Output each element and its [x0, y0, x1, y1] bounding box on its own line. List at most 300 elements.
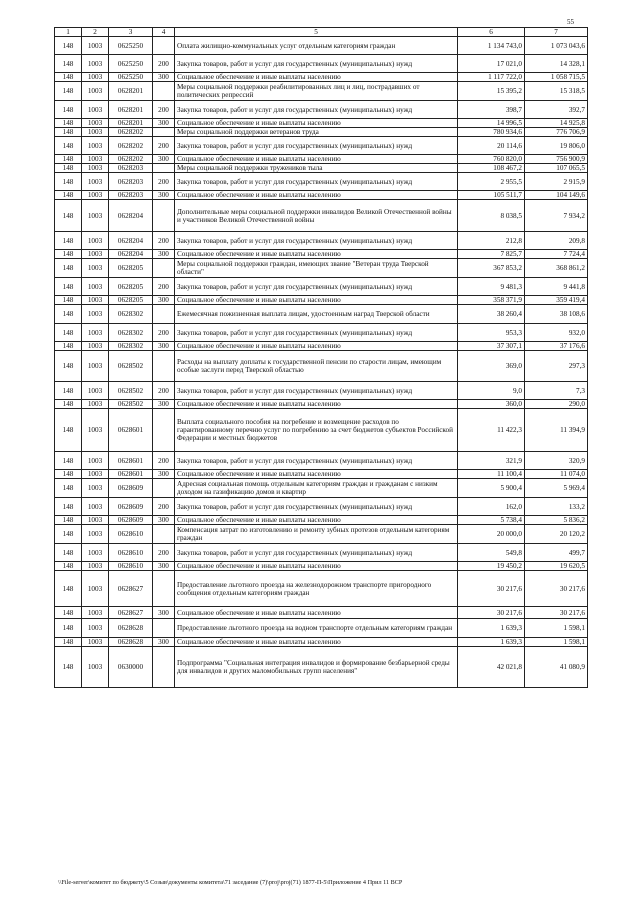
table-row	[55, 305, 588, 324]
target-article-code: 0628610	[109, 562, 153, 571]
expense-name: Адресная социальная помощь отдельным категориям граждан и гражданам с низким доходом на газификацию домов и квартир	[175, 479, 458, 498]
expense-type-code: 200	[153, 382, 175, 400]
target-article-code: 0628627	[109, 607, 153, 619]
expense-type-code: 300	[153, 562, 175, 571]
amount-actual: 7 934,2	[525, 200, 588, 232]
ministry-code: 148	[55, 607, 82, 619]
amount-actual: 776 706,9	[525, 128, 588, 137]
table-row	[55, 296, 588, 305]
ministry-code: 148	[55, 164, 82, 173]
ministry-code: 148	[55, 498, 82, 516]
col-header-7: 7	[525, 28, 588, 37]
amount-actual: 38 108,6	[525, 305, 588, 324]
col-header-6: 6	[458, 28, 525, 37]
expense-name: Подпрограмма "Социальная интеграция инвалидов и формирование безбарьерной среды для инвалидов и других маломобильных групп населения"	[175, 647, 458, 688]
amount-plan: 1 134 743,0	[458, 37, 525, 55]
expense-type-code	[153, 305, 175, 324]
ministry-code: 148	[55, 232, 82, 250]
ministry-code: 148	[55, 82, 82, 101]
target-article-code: 0628610	[109, 525, 153, 544]
target-article-code: 0628202	[109, 137, 153, 155]
amount-actual: 133,2	[525, 498, 588, 516]
ministry-code: 148	[55, 351, 82, 382]
expense-name: Меры социальной поддержки реабилитированных лиц и лиц, пострадавших от политических репрессий	[175, 82, 458, 101]
section-code: 1003	[82, 400, 109, 409]
ministry-code: 148	[55, 382, 82, 400]
expense-type-code: 300	[153, 400, 175, 409]
table-row	[55, 351, 588, 382]
ministry-code: 148	[55, 324, 82, 342]
ministry-code: 148	[55, 173, 82, 191]
ministry-code: 148	[55, 305, 82, 324]
section-code: 1003	[82, 342, 109, 351]
expense-type-code: 300	[153, 73, 175, 82]
amount-actual: 11 394,9	[525, 409, 588, 452]
expense-name: Социальное обеспечение и иные выплаты населению	[175, 296, 458, 305]
expense-type-code: 300	[153, 470, 175, 479]
table-row	[55, 259, 588, 278]
target-article-code: 0628203	[109, 164, 153, 173]
expense-name: Закупка товаров, работ и услуг для государственных (муниципальных) нужд	[175, 173, 458, 191]
expense-type-code	[153, 128, 175, 137]
table-row	[55, 409, 588, 452]
section-code: 1003	[82, 191, 109, 200]
ministry-code: 148	[55, 562, 82, 571]
section-code: 1003	[82, 232, 109, 250]
target-article-code: 0630000	[109, 647, 153, 688]
target-article-code: 0628609	[109, 516, 153, 525]
amount-actual: 1 073 043,6	[525, 37, 588, 55]
col-header-5: 5	[175, 28, 458, 37]
section-code: 1003	[82, 155, 109, 164]
target-article-code: 0628628	[109, 619, 153, 638]
table-row	[55, 516, 588, 525]
expense-type-code: 300	[153, 191, 175, 200]
table-row	[55, 232, 588, 250]
table-body	[55, 37, 588, 688]
section-code: 1003	[82, 324, 109, 342]
section-code: 1003	[82, 619, 109, 638]
expense-name: Закупка товаров, работ и услуг для государственных (муниципальных) нужд	[175, 452, 458, 470]
amount-actual: 104 149,6	[525, 191, 588, 200]
target-article-code: 0628201	[109, 119, 153, 128]
table-row	[55, 101, 588, 119]
ministry-code: 148	[55, 128, 82, 137]
amount-actual: 9 441,8	[525, 278, 588, 296]
expense-type-code: 200	[153, 173, 175, 191]
target-article-code: 0628601	[109, 452, 153, 470]
amount-plan: 760 820,0	[458, 155, 525, 164]
amount-plan: 38 260,4	[458, 305, 525, 324]
expense-type-code: 300	[153, 638, 175, 647]
target-article-code: 0628609	[109, 479, 153, 498]
section-code: 1003	[82, 562, 109, 571]
expense-name: Социальное обеспечение и иные выплаты населению	[175, 638, 458, 647]
expense-name: Социальное обеспечение и иные выплаты населению	[175, 191, 458, 200]
ministry-code: 148	[55, 525, 82, 544]
amount-actual: 368 861,2	[525, 259, 588, 278]
expense-name: Меры социальной поддержки граждан, имеющих звание "Ветеран труда Тверской области"	[175, 259, 458, 278]
expense-type-code	[153, 82, 175, 101]
amount-plan: 8 038,5	[458, 200, 525, 232]
amount-actual: 15 318,5	[525, 82, 588, 101]
section-code: 1003	[82, 516, 109, 525]
section-code: 1003	[82, 101, 109, 119]
section-code: 1003	[82, 200, 109, 232]
section-code: 1003	[82, 470, 109, 479]
section-code: 1003	[82, 137, 109, 155]
target-article-code: 0628502	[109, 400, 153, 409]
target-article-code: 0628610	[109, 544, 153, 562]
expense-type-code	[153, 164, 175, 173]
target-article-code: 0628628	[109, 638, 153, 647]
expense-name: Закупка товаров, работ и услуг для государственных (муниципальных) нужд	[175, 101, 458, 119]
table-row	[55, 498, 588, 516]
section-code: 1003	[82, 296, 109, 305]
section-code: 1003	[82, 525, 109, 544]
amount-actual: 11 074,0	[525, 470, 588, 479]
amount-actual: 1 058 715,5	[525, 73, 588, 82]
target-article-code: 0628627	[109, 571, 153, 607]
expense-name: Социальное обеспечение и иные выплаты населению	[175, 400, 458, 409]
col-header-4: 4	[153, 28, 175, 37]
expense-type-code: 200	[153, 55, 175, 73]
file-path-footer: \\File-server\комитет по бюджету\5 Созыв\документы комитета\71 заседание (7)\proj\proj(71) 1877-П-5\Приложение 4 Прил 11 ВСР	[58, 879, 403, 886]
ministry-code: 148	[55, 516, 82, 525]
target-article-code: 0628203	[109, 173, 153, 191]
table-row	[55, 55, 588, 73]
expense-type-code	[153, 619, 175, 638]
expense-type-code: 200	[153, 137, 175, 155]
target-article-code: 0628205	[109, 259, 153, 278]
amount-plan: 5 900,4	[458, 479, 525, 498]
amount-actual: 30 217,6	[525, 571, 588, 607]
expense-name: Социальное обеспечение и иные выплаты населению	[175, 250, 458, 259]
table-row	[55, 173, 588, 191]
amount-plan: 30 217,6	[458, 571, 525, 607]
section-code: 1003	[82, 479, 109, 498]
target-article-code: 0628601	[109, 470, 153, 479]
ministry-code: 148	[55, 250, 82, 259]
expense-type-code	[153, 479, 175, 498]
ministry-code: 148	[55, 278, 82, 296]
target-article-code: 0625250	[109, 73, 153, 82]
amount-actual: 7,3	[525, 382, 588, 400]
expense-name: Социальное обеспечение и иные выплаты населению	[175, 73, 458, 82]
amount-actual: 30 217,6	[525, 607, 588, 619]
expense-type-code	[153, 37, 175, 55]
amount-actual: 19 620,5	[525, 562, 588, 571]
expense-name: Закупка товаров, работ и услуг для государственных (муниципальных) нужд	[175, 55, 458, 73]
amount-plan: 1 639,3	[458, 638, 525, 647]
amount-actual: 290,0	[525, 400, 588, 409]
table-row	[55, 571, 588, 607]
amount-actual: 37 176,6	[525, 342, 588, 351]
table-row	[55, 191, 588, 200]
amount-actual: 19 806,0	[525, 137, 588, 155]
expense-name: Дополнительные меры социальной поддержки инвалидов Великой Отечественной войны и участников Великой Отечественной войны	[175, 200, 458, 232]
target-article-code: 0628202	[109, 128, 153, 137]
table-row	[55, 470, 588, 479]
section-code: 1003	[82, 173, 109, 191]
section-code: 1003	[82, 452, 109, 470]
amount-actual: 5 969,4	[525, 479, 588, 498]
target-article-code: 0628302	[109, 342, 153, 351]
expense-name: Социальное обеспечение и иные выплаты населению	[175, 607, 458, 619]
amount-plan: 780 934,6	[458, 128, 525, 137]
expense-type-code: 200	[153, 232, 175, 250]
expense-type-code	[153, 571, 175, 607]
table-row	[55, 73, 588, 82]
section-code: 1003	[82, 607, 109, 619]
section-code: 1003	[82, 498, 109, 516]
amount-plan: 42 021,8	[458, 647, 525, 688]
amount-actual: 41 080,9	[525, 647, 588, 688]
section-code: 1003	[82, 305, 109, 324]
amount-plan: 953,3	[458, 324, 525, 342]
amount-plan: 17 021,0	[458, 55, 525, 73]
amount-actual: 14 328,1	[525, 55, 588, 73]
amount-plan: 2 955,5	[458, 173, 525, 191]
amount-plan: 212,8	[458, 232, 525, 250]
expense-name: Закупка товаров, работ и услуг для государственных (муниципальных) нужд	[175, 232, 458, 250]
amount-actual: 320,9	[525, 452, 588, 470]
amount-actual: 209,8	[525, 232, 588, 250]
section-code: 1003	[82, 544, 109, 562]
ministry-code: 148	[55, 452, 82, 470]
amount-actual: 297,3	[525, 351, 588, 382]
target-article-code: 0628502	[109, 351, 153, 382]
expense-type-code: 200	[153, 278, 175, 296]
table-row	[55, 525, 588, 544]
table-row	[55, 342, 588, 351]
expense-name: Расходы на выплату доплаты к государственной пенсии по старости лицам, имеющим особые заслуги перед Тверской областью	[175, 351, 458, 382]
target-article-code: 0628204	[109, 200, 153, 232]
expense-name: Ежемесячная пожизненная выплата лицам, удостоенным наград Тверской области	[175, 305, 458, 324]
expense-type-code	[153, 200, 175, 232]
budget-table	[54, 27, 588, 688]
amount-plan: 14 996,5	[458, 119, 525, 128]
expense-name: Социальное обеспечение и иные выплаты населению	[175, 155, 458, 164]
amount-plan: 15 395,2	[458, 82, 525, 101]
target-article-code: 0628202	[109, 155, 153, 164]
ministry-code: 148	[55, 73, 82, 82]
section-code: 1003	[82, 250, 109, 259]
expense-name: Выплата социального пособия на погребение и возмещение расходов по гарантированному перечню услуг по погребению за счет бюджетов субъектов Российской Федерации и местных бюджетов	[175, 409, 458, 452]
col-header-2: 2	[82, 28, 109, 37]
expense-name: Закупка товаров, работ и услуг для государственных (муниципальных) нужд	[175, 278, 458, 296]
amount-plan: 7 825,7	[458, 250, 525, 259]
table-row	[55, 137, 588, 155]
target-article-code: 0628205	[109, 278, 153, 296]
expense-type-code: 300	[153, 296, 175, 305]
amount-plan: 549,8	[458, 544, 525, 562]
amount-plan: 358 371,9	[458, 296, 525, 305]
page-number: 55	[567, 18, 574, 26]
ministry-code: 148	[55, 191, 82, 200]
ministry-code: 148	[55, 296, 82, 305]
expense-name: Закупка товаров, работ и услуг для государственных (муниципальных) нужд	[175, 324, 458, 342]
expense-name: Социальное обеспечение и иные выплаты населению	[175, 470, 458, 479]
ministry-code: 148	[55, 101, 82, 119]
section-code: 1003	[82, 164, 109, 173]
expense-type-code	[153, 647, 175, 688]
table-row	[55, 164, 588, 173]
expense-type-code: 200	[153, 544, 175, 562]
col-header-1: 1	[55, 28, 82, 37]
amount-actual: 14 925,8	[525, 119, 588, 128]
ministry-code: 148	[55, 571, 82, 607]
expense-name: Социальное обеспечение и иные выплаты населению	[175, 516, 458, 525]
expense-name: Социальное обеспечение и иные выплаты населению	[175, 342, 458, 351]
amount-plan: 1 117 722,0	[458, 73, 525, 82]
header-row	[55, 28, 588, 37]
expense-name: Социальное обеспечение и иные выплаты населению	[175, 119, 458, 128]
ministry-code: 148	[55, 119, 82, 128]
table-row	[55, 278, 588, 296]
amount-actual: 756 900,9	[525, 155, 588, 164]
expense-type-code: 300	[153, 155, 175, 164]
amount-actual: 20 120,2	[525, 525, 588, 544]
expense-type-code	[153, 525, 175, 544]
expense-name: Оплата жилищно-коммунальных услуг отдельным категориям граждан	[175, 37, 458, 55]
table-row	[55, 82, 588, 101]
ministry-code: 148	[55, 470, 82, 479]
ministry-code: 148	[55, 647, 82, 688]
table-row	[55, 647, 588, 688]
expense-type-code: 300	[153, 342, 175, 351]
target-article-code: 0628302	[109, 324, 153, 342]
amount-actual: 932,0	[525, 324, 588, 342]
ministry-code: 148	[55, 409, 82, 452]
table-row	[55, 119, 588, 128]
table-row	[55, 400, 588, 409]
table-row	[55, 619, 588, 638]
ministry-code: 148	[55, 155, 82, 164]
amount-plan: 20 114,6	[458, 137, 525, 155]
amount-plan: 108 467,2	[458, 164, 525, 173]
expense-name: Меры социальной поддержки тружеников тыла	[175, 164, 458, 173]
target-article-code: 0628204	[109, 250, 153, 259]
expense-type-code: 300	[153, 607, 175, 619]
target-article-code: 0628205	[109, 296, 153, 305]
expense-type-code	[153, 409, 175, 452]
section-code: 1003	[82, 571, 109, 607]
expense-type-code	[153, 351, 175, 382]
amount-actual: 1 598,1	[525, 619, 588, 638]
expense-type-code: 200	[153, 498, 175, 516]
amount-plan: 162,0	[458, 498, 525, 516]
section-code: 1003	[82, 119, 109, 128]
table-row	[55, 128, 588, 137]
amount-plan: 5 738,4	[458, 516, 525, 525]
target-article-code: 0625250	[109, 55, 153, 73]
amount-plan: 369,0	[458, 351, 525, 382]
col-header-3: 3	[109, 28, 153, 37]
amount-plan: 9 481,3	[458, 278, 525, 296]
ministry-code: 148	[55, 37, 82, 55]
section-code: 1003	[82, 382, 109, 400]
expense-name: Меры социальной поддержки ветеранов труда	[175, 128, 458, 137]
table-row	[55, 607, 588, 619]
target-article-code: 0628601	[109, 409, 153, 452]
amount-actual: 359 419,4	[525, 296, 588, 305]
amount-plan: 11 422,3	[458, 409, 525, 452]
expense-type-code: 300	[153, 516, 175, 525]
expense-type-code	[153, 259, 175, 278]
section-code: 1003	[82, 37, 109, 55]
amount-plan: 19 450,2	[458, 562, 525, 571]
expense-type-code: 300	[153, 250, 175, 259]
table-row	[55, 479, 588, 498]
section-code: 1003	[82, 55, 109, 73]
expense-name: Закупка товаров, работ и услуг для государственных (муниципальных) нужд	[175, 382, 458, 400]
section-code: 1003	[82, 638, 109, 647]
table-row	[55, 638, 588, 647]
ministry-code: 148	[55, 342, 82, 351]
table-row	[55, 382, 588, 400]
expense-type-code: 200	[153, 452, 175, 470]
amount-actual: 2 915,9	[525, 173, 588, 191]
amount-plan: 367 853,2	[458, 259, 525, 278]
amount-actual: 5 836,2	[525, 516, 588, 525]
amount-plan: 9,0	[458, 382, 525, 400]
expense-name: Закупка товаров, работ и услуг для государственных (муниципальных) нужд	[175, 137, 458, 155]
section-code: 1003	[82, 409, 109, 452]
target-article-code: 0628204	[109, 232, 153, 250]
ministry-code: 148	[55, 479, 82, 498]
amount-plan: 321,9	[458, 452, 525, 470]
section-code: 1003	[82, 259, 109, 278]
ministry-code: 148	[55, 400, 82, 409]
ministry-code: 148	[55, 200, 82, 232]
expense-name: Предоставление льготного проезда на железнодорожном транспорте пригородного сообщения отдельным категориям граждан	[175, 571, 458, 607]
ministry-code: 148	[55, 259, 82, 278]
target-article-code: 0628201	[109, 82, 153, 101]
target-article-code: 0625250	[109, 37, 153, 55]
table-row	[55, 37, 588, 55]
amount-actual: 7 724,4	[525, 250, 588, 259]
ministry-code: 148	[55, 55, 82, 73]
target-article-code: 0628302	[109, 305, 153, 324]
amount-actual: 107 065,5	[525, 164, 588, 173]
section-code: 1003	[82, 82, 109, 101]
expense-name: Закупка товаров, работ и услуг для государственных (муниципальных) нужд	[175, 544, 458, 562]
table-row	[55, 324, 588, 342]
amount-plan: 30 217,6	[458, 607, 525, 619]
amount-plan: 1 639,3	[458, 619, 525, 638]
target-article-code: 0628201	[109, 101, 153, 119]
section-code: 1003	[82, 73, 109, 82]
section-code: 1003	[82, 278, 109, 296]
expense-type-code: 200	[153, 101, 175, 119]
table-row	[55, 544, 588, 562]
section-code: 1003	[82, 647, 109, 688]
section-code: 1003	[82, 351, 109, 382]
amount-actual: 392,7	[525, 101, 588, 119]
expense-type-code: 200	[153, 324, 175, 342]
expense-name: Социальное обеспечение и иные выплаты населению	[175, 562, 458, 571]
expense-name: Закупка товаров, работ и услуг для государственных (муниципальных) нужд	[175, 498, 458, 516]
table-row	[55, 452, 588, 470]
amount-plan: 11 100,4	[458, 470, 525, 479]
amount-plan: 398,7	[458, 101, 525, 119]
table-row	[55, 155, 588, 164]
ministry-code: 148	[55, 544, 82, 562]
ministry-code: 148	[55, 619, 82, 638]
table-row	[55, 562, 588, 571]
amount-plan: 20 000,0	[458, 525, 525, 544]
